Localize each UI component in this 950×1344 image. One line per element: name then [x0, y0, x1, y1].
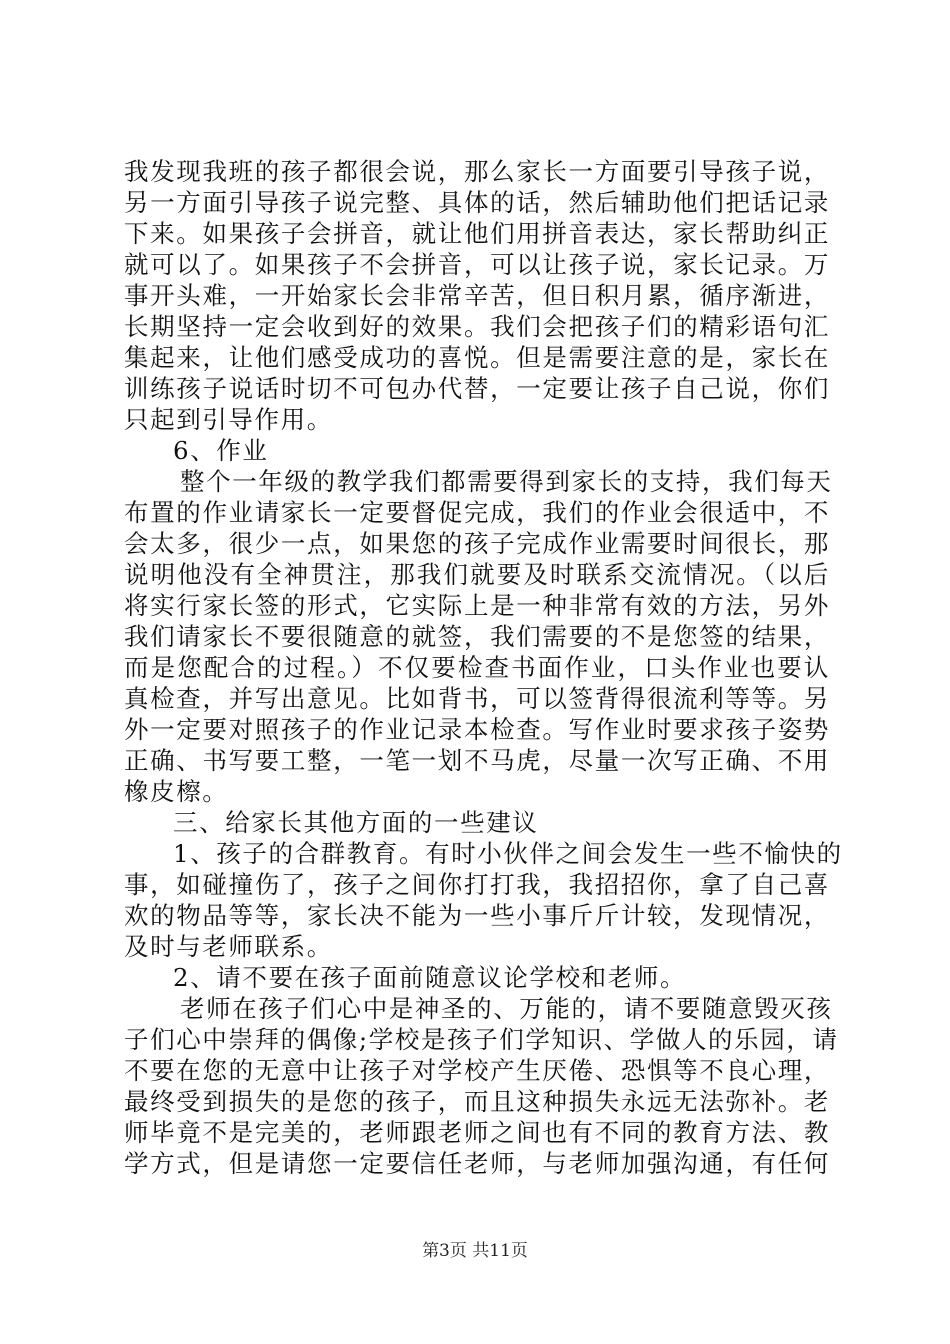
text-line: 就可以了。如果孩子不会拼音，可以让孩子说，家长记录。万 [124, 250, 830, 279]
text-line: 将实行家长签的形式，它实际上是一种非常有效的方法，另外 [124, 591, 830, 620]
text-line: 师毕竟不是完美的，老师跟老师之间也有不同的教育方法、教 [124, 1118, 830, 1147]
text-line: 不要在您的无意中让孩子对学校产生厌倦、恐惧等不良心理， [124, 1056, 830, 1085]
text-line: 集起来，让他们感受成功的喜悦。但是需要注意的是，家长在 [124, 343, 830, 372]
text-line: 子们心中崇拜的偶像;学校是孩子们学知识、学做人的乐园，请 [124, 1025, 839, 1054]
text-line: 说明他没有全神贯注，那我们就要及时联系交流情况。（以后 [124, 560, 830, 589]
text-line: 布置的作业请家长一定要督促完成，我们的作业会很适中，不 [124, 498, 830, 527]
document-body [124, 156, 843, 1179]
section-heading: 6、作业 [173, 436, 269, 465]
text-line: 我发现我班的孩子都很会说，那么家长一方面要引导孩子说， [124, 157, 830, 186]
text-line: 最终受到损失的是您的孩子，而且这种损失永远无法弥补。老 [124, 1087, 830, 1116]
page-number-footer: 第3页 共11页 [422, 1241, 528, 1261]
text-line: 事，如碰撞伤了，孩子之间你打打我，我招招你，拿了自己喜 [124, 870, 830, 899]
text-line: 及时与老师联系。 [124, 932, 333, 961]
text-line: 整个一年级的教学我们都需要得到家长的支持，我们每天 [180, 467, 833, 496]
text-line: 外一定要对照孩子的作业记录本检查。写作业时要求孩子姿势 [124, 715, 830, 744]
text-line: 训练孩子说话时切不可包办代替，一定要让孩子自己说，你们 [124, 374, 830, 403]
text-line: 而是您配合的过程。）不仅要检查书面作业，口头作业也要认 [124, 653, 830, 682]
text-line: 会太多，很少一点，如果您的孩子完成作业需要时间很长，那 [124, 529, 830, 558]
text-line: 正确、书写要工整，一笔一划不马虎，尽量一次写正确、不用 [124, 746, 830, 775]
text-line: 另一方面引导孩子说完整、具体的话，然后辅助他们把话记录 [124, 188, 830, 217]
text-line: 长期坚持一定会收到好的效果。我们会把孩子们的精彩语句汇 [124, 312, 830, 341]
text-line: 欢的物品等等，家长决不能为一些小事斤斤计较，发现情况， [124, 901, 830, 930]
section-heading: 2、请不要在孩子面前随意议论学校和老师。 [173, 963, 687, 992]
text-line: 真检查，并写出意见。比如背书，可以签背得很流利等等。另 [124, 684, 830, 713]
text-line: 只起到引导作用。 [124, 405, 333, 434]
text-line: 学方式，但是请您一定要信任老师，与老师加强沟通，有任何 [124, 1149, 830, 1178]
section-heading: 三、给家长其他方面的一些建议 [173, 808, 539, 837]
text-line: 下来。如果孩子会拼音，就让他们用拼音表达，家长帮助纠正 [124, 219, 830, 248]
text-line: 事开头难，一开始家长会非常辛苦，但日积月累，循序渐进， [124, 281, 830, 310]
text-line: 橡皮檫。 [124, 777, 229, 806]
text-line: 1、孩子的合群教育。有时小伙伴之间会发生一些不愉快的 [173, 839, 843, 868]
text-line: 老师在孩子们心中是神圣的、万能的，请不要随意毁灭孩 [180, 994, 833, 1023]
text-line: 我们请家长不要很随意的就签，我们需要的不是您签的结果， [124, 622, 830, 651]
